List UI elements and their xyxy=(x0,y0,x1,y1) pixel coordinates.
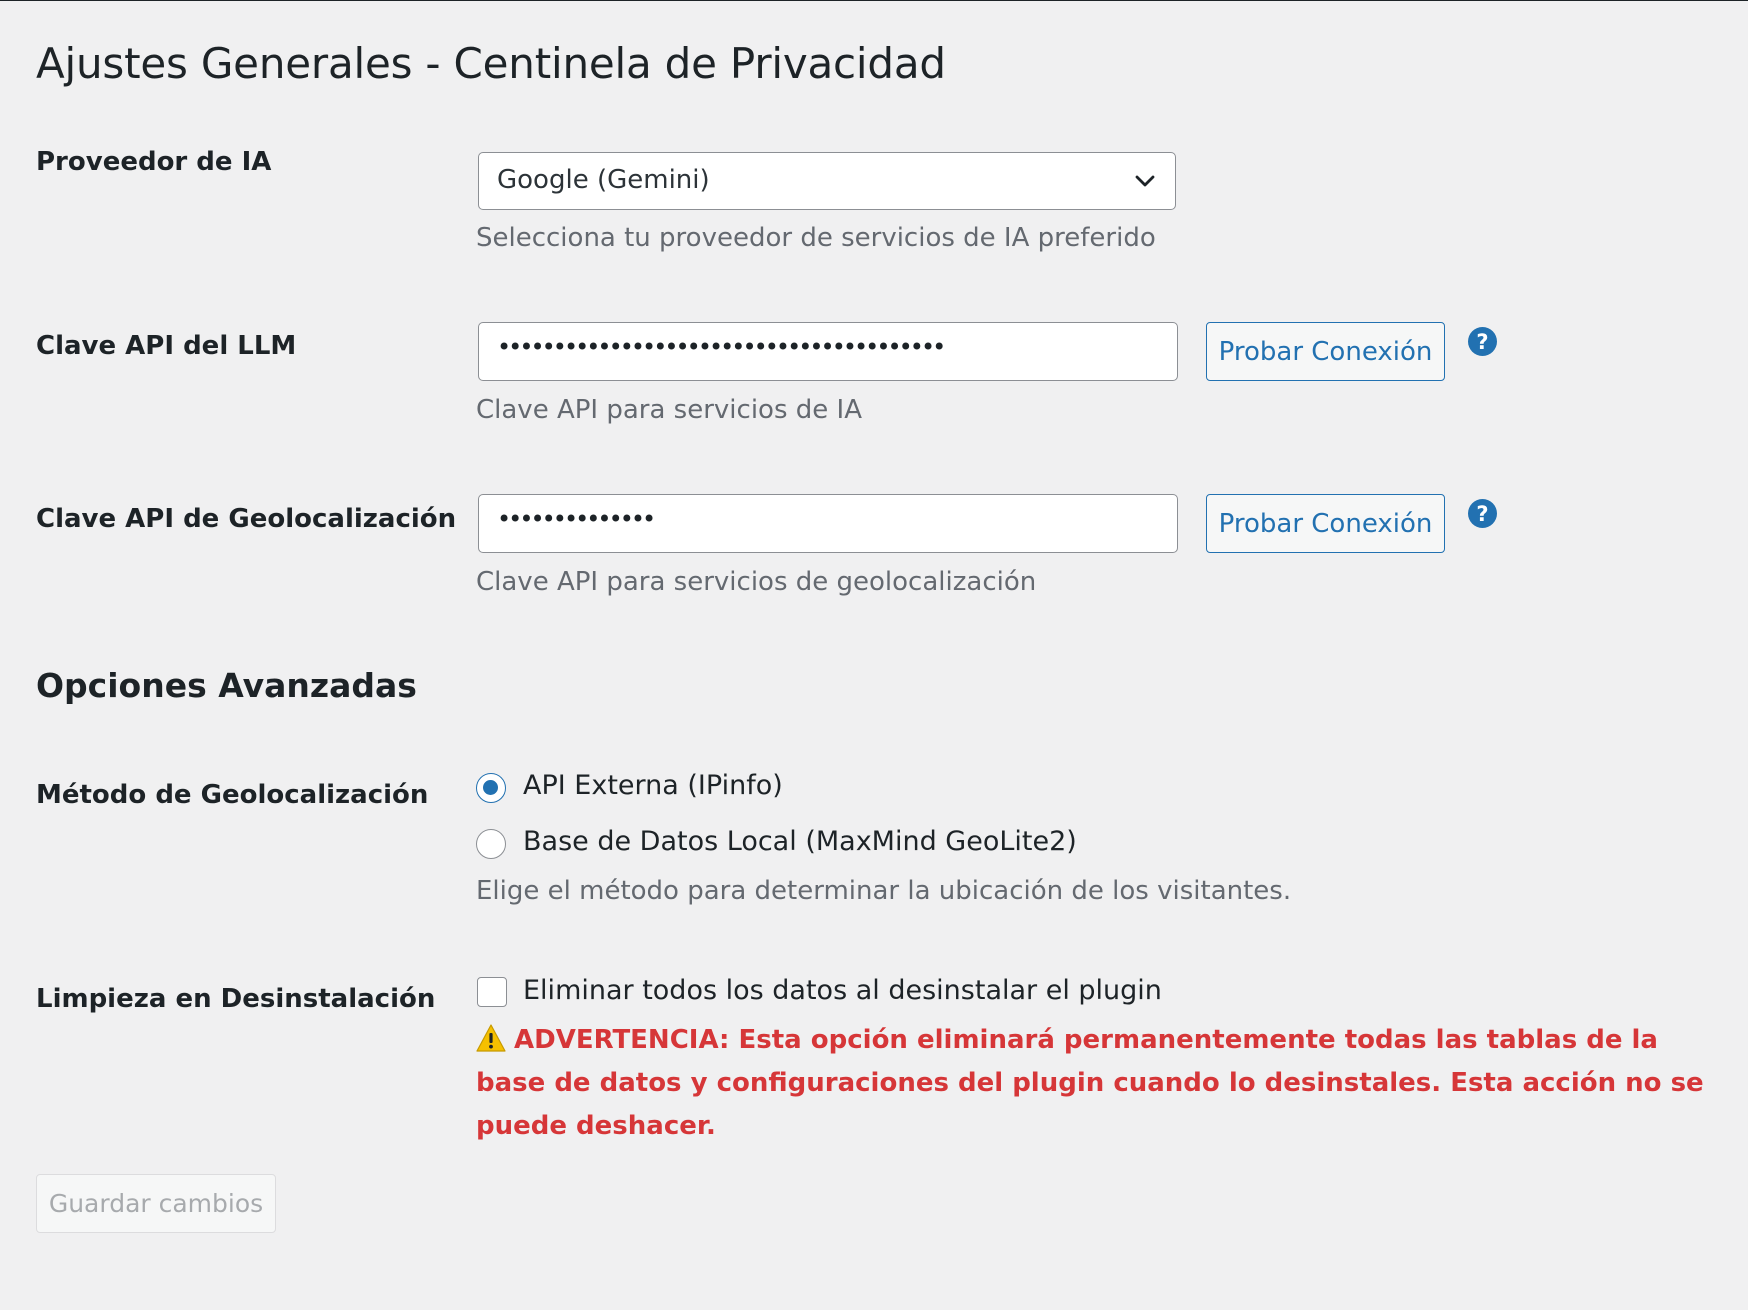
geo-api-key-value: •••••••••••••• xyxy=(497,505,654,533)
cleanup-warning-text: ADVERTENCIA: Esta opción eliminará permanentemente todas las tablas de la base de datos y configuraciones del plugin cuando lo desinstales. Esta acción no se puede deshacer. xyxy=(476,1025,1704,1141)
help-icon[interactable]: ? xyxy=(1468,499,1497,528)
llm-api-key-description: Clave API para servicios de IA xyxy=(476,395,862,425)
chevron-down-icon xyxy=(1133,169,1157,193)
llm-api-key-input[interactable] xyxy=(478,322,1178,381)
ai-provider-selected-value: Google (Gemini) xyxy=(497,165,710,195)
geo-api-key-label: Clave API de Geolocalización xyxy=(36,504,457,534)
cleanup-checkbox-label[interactable]: Eliminar todos los datos al desinstalar el plugin xyxy=(523,975,1162,1006)
llm-api-key-label: Clave API del LLM xyxy=(36,331,297,361)
llm-test-connection-button[interactable]: Probar Conexión xyxy=(1206,322,1445,381)
advanced-options-heading: Opciones Avanzadas xyxy=(36,666,417,705)
cleanup-warning xyxy=(476,1019,1706,1148)
geo-test-connection-button[interactable]: Probar Conexión xyxy=(1206,494,1445,553)
save-changes-button[interactable]: Guardar cambios xyxy=(36,1174,276,1233)
ai-provider-label: Proveedor de IA xyxy=(36,147,272,177)
help-icon[interactable]: ? xyxy=(1468,327,1497,356)
geo-api-key-description: Clave API para servicios de geolocalización xyxy=(476,567,1037,597)
llm-api-key-value: •••••••••••••••••••••••••••••••••••••••• xyxy=(497,333,944,361)
geo-method-label: Método de Geolocalización xyxy=(36,780,429,810)
geo-api-key-input[interactable] xyxy=(478,494,1178,553)
warning-icon xyxy=(476,1024,506,1052)
page-title: Ajustes Generales - Centinela de Privacidad xyxy=(36,39,946,88)
cleanup-checkbox[interactable] xyxy=(477,977,507,1007)
ai-provider-select[interactable] xyxy=(478,152,1176,210)
geo-method-radio-local-db[interactable] xyxy=(476,829,506,859)
cleanup-label: Limpieza en Desinstalación xyxy=(36,984,436,1014)
geo-method-option-external-api[interactable]: API Externa (IPinfo) xyxy=(523,770,783,801)
geo-method-radio-external-api[interactable] xyxy=(476,773,506,803)
geo-method-description: Elige el método para determinar la ubicación de los visitantes. xyxy=(476,876,1292,906)
geo-method-option-local-db[interactable]: Base de Datos Local (MaxMind GeoLite2) xyxy=(523,826,1077,857)
ai-provider-description: Selecciona tu proveedor de servicios de IA preferido xyxy=(476,223,1156,253)
